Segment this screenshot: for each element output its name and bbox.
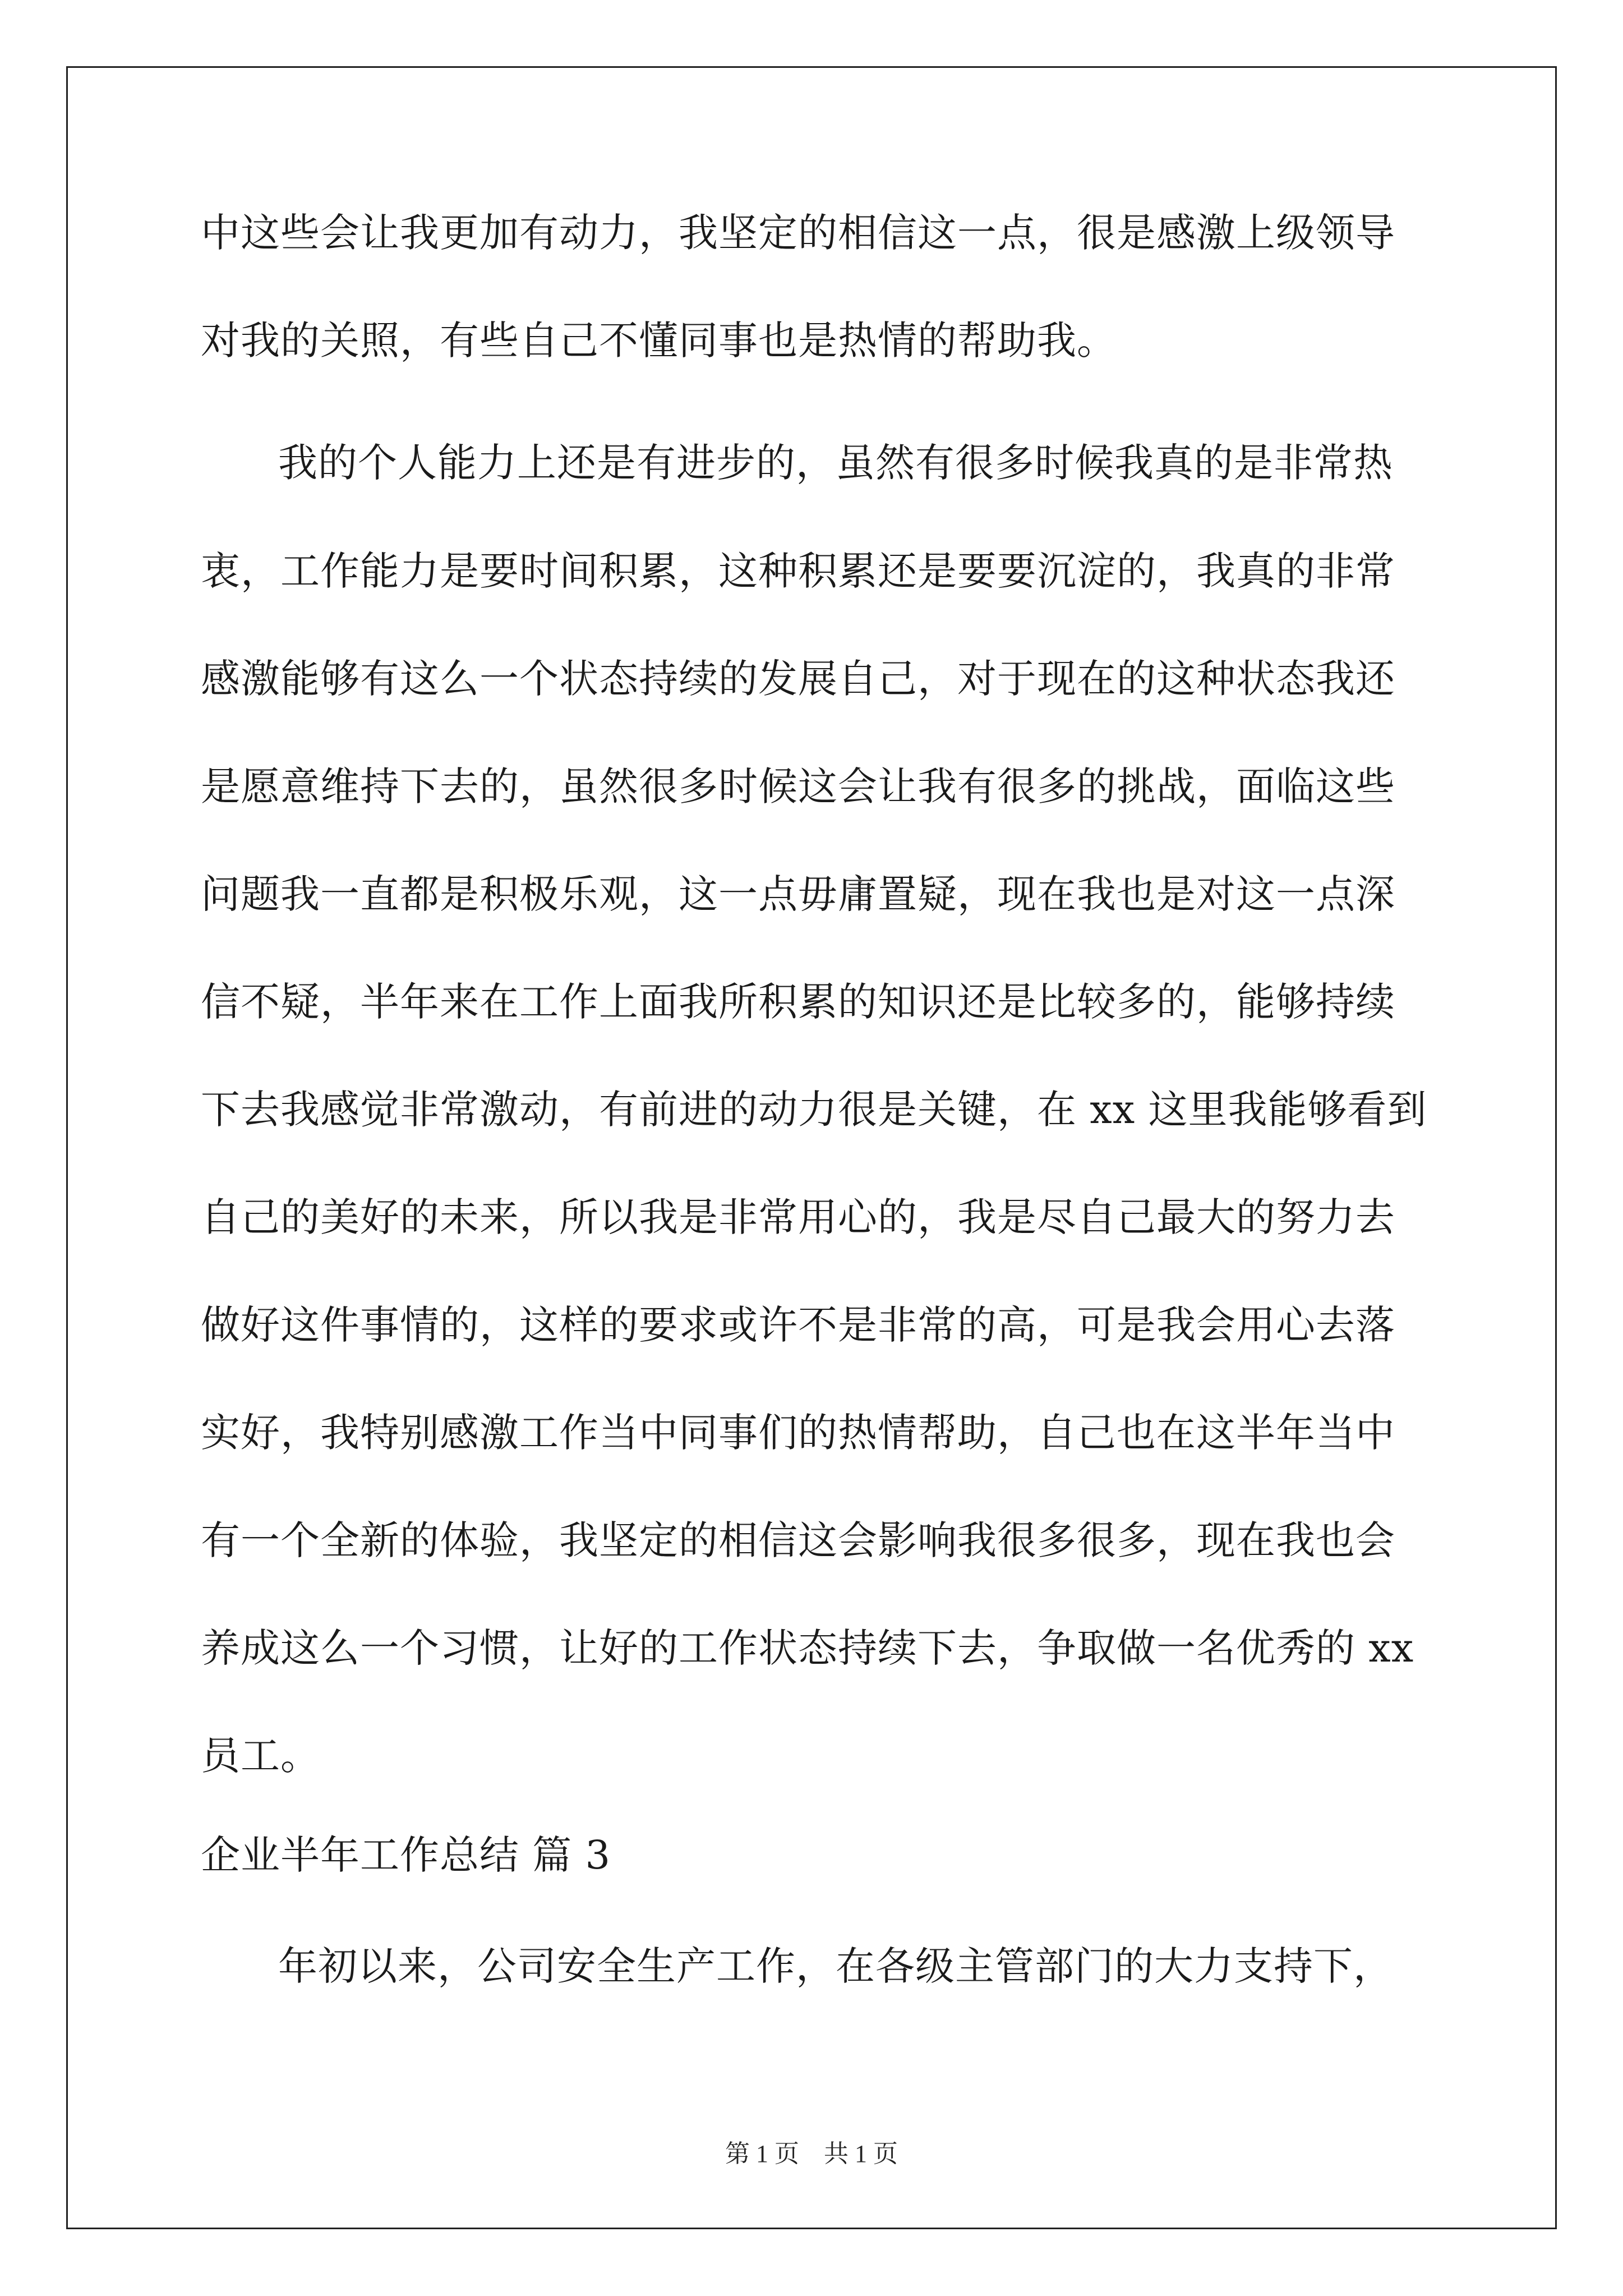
paragraph-line: 我的个人能力上还是有进步的，虽然有很多时候我真的是非常热 xyxy=(278,440,1393,486)
paragraph-line: 养成这么一个习惯，让好的工作状态持续下去，争取做一名优秀的 xx xyxy=(201,1625,1414,1671)
page-border xyxy=(66,66,1557,2229)
section-heading: 企业半年工作总结 篇 3 xyxy=(201,1832,611,1878)
paragraph-line: 信不疑，半年来在工作上面我所积累的知识还是比较多的，能够持续 xyxy=(201,979,1395,1025)
paragraph-line: 做好这件事情的，这样的要求或许不是非常的高，可是我会用心去落 xyxy=(201,1302,1395,1348)
paragraph-line: 中这些会让我更加有动力，我坚定的相信这一点，很是感激上级领导 xyxy=(201,210,1395,256)
paragraph-line: 自己的美好的未来，所以我是非常用心的，我是尽自己最大的努力去 xyxy=(201,1194,1395,1240)
paragraph-line: 有一个全新的体验，我坚定的相信这会影响我很多很多，现在我也会 xyxy=(201,1517,1395,1563)
paragraph-line: 对我的关照，有些自己不懂同事也是热情的帮助我。 xyxy=(201,318,1117,364)
paragraph-line: 年初以来，公司安全生产工作，在各级主管部门的大力支持下， xyxy=(278,1943,1393,1989)
page-number-footer: 第 1 页 共 1 页 xyxy=(725,2140,898,2168)
paragraph-line: 实好，我特别感激工作当中同事们的热情帮助，自己也在这半年当中 xyxy=(201,1410,1395,1456)
paragraph-line: 员工。 xyxy=(201,1733,320,1779)
paragraph-line: 问题我一直都是积极乐观，这一点毋庸置疑，现在我也是对这一点深 xyxy=(201,871,1395,917)
paragraph-line: 衷，工作能力是要时间积累，这种积累还是要要沉淀的，我真的非常 xyxy=(201,548,1395,594)
paragraph-line: 感激能够有这么一个状态持续的发展自己，对于现在的这种状态我还 xyxy=(201,656,1395,702)
paragraph-line: 是愿意维持下去的，虽然很多时候这会让我有很多的挑战，面临这些 xyxy=(201,763,1395,809)
paragraph-line: 下去我感觉非常激动，有前进的动力很是关键，在 xx 这里我能够看到 xyxy=(201,1087,1427,1133)
